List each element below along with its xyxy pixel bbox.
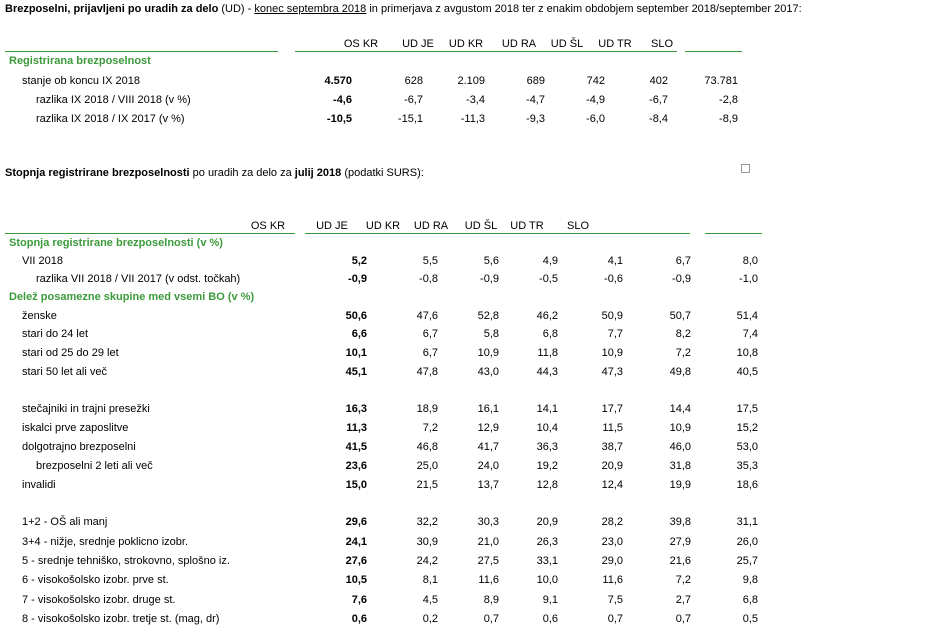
table-cell: 14,1 <box>536 403 558 415</box>
table-cell: 47,8 <box>416 366 438 378</box>
table-cell: 47,6 <box>416 310 438 322</box>
table-cell: 10,9 <box>669 422 691 434</box>
header-underline <box>685 51 742 52</box>
row-label: ženske <box>22 310 57 322</box>
column-header: UD TR <box>598 38 632 50</box>
table-cell: -1,0 <box>739 273 758 285</box>
table-cell: 53,0 <box>736 441 758 453</box>
table-cell: -15,1 <box>397 113 423 125</box>
column-header: UD ŠL <box>464 220 498 232</box>
header-underline <box>295 51 677 52</box>
section-registrirana: Registrirana brezposelnost <box>9 55 151 67</box>
table-cell: 14,4 <box>669 403 691 415</box>
table-cell: 21,6 <box>669 555 691 567</box>
table-cell: 43,0 <box>477 366 499 378</box>
table-cell: 29,0 <box>601 555 623 567</box>
table-cell: 35,3 <box>736 460 758 472</box>
table-cell: 4,5 <box>422 594 438 606</box>
table-cell: 9,8 <box>742 574 758 586</box>
table-cell: 19,2 <box>536 460 558 472</box>
table-cell: -4,7 <box>526 94 545 106</box>
table-cell: -6,0 <box>586 113 605 125</box>
row-label: 5 - srednje tehniško, strokovno, splošno iz. <box>22 555 230 567</box>
table-cell: 47,3 <box>601 366 623 378</box>
table-cell: -3,4 <box>466 94 485 106</box>
table-cell: 7,4 <box>742 328 758 340</box>
table-cell: 10,9 <box>477 347 499 359</box>
row-label: razlika IX 2018 / VIII 2018 (v %) <box>36 94 191 106</box>
row-label: stari do 24 let <box>22 328 89 340</box>
table-cell: -9,3 <box>526 113 545 125</box>
row-label: 6 - visokošolsko izobr. prve st. <box>22 574 169 586</box>
table-cell: 51,4 <box>736 310 758 322</box>
table-cell: 0,7 <box>675 613 691 625</box>
table-cell: 23,0 <box>601 536 623 548</box>
title-1: Brezposelni, prijavljeni po uradih za delo (UD) - konec septembra 2018 in primerjava z avgustom 2018 ter z enakim obdobjem september 2018/september 2017: <box>5 3 802 15</box>
section-stopnja: Stopnja registrirane brezposelnosti (v %) <box>9 237 223 249</box>
table-cell: 15,0 <box>345 479 367 491</box>
table-cell: 7,2 <box>675 347 691 359</box>
table-cell: 21,0 <box>477 536 499 548</box>
table-cell: 19,9 <box>669 479 691 491</box>
table-cell: 27,6 <box>345 555 367 567</box>
table-cell: 52,8 <box>477 310 499 322</box>
table-cell: 9,1 <box>542 594 558 606</box>
table-cell: 26,3 <box>536 536 558 548</box>
table-cell: 5,5 <box>422 255 438 267</box>
section-delez: Delež posamezne skupine med vsemi BO (v %) <box>9 291 255 303</box>
table-cell: 7,2 <box>675 574 691 586</box>
table-cell: 25,7 <box>736 555 758 567</box>
header-underline <box>705 233 762 234</box>
table-cell: 49,8 <box>669 366 691 378</box>
table-cell: 7,2 <box>422 422 438 434</box>
table-cell: 4.570 <box>324 75 352 87</box>
table-cell: 742 <box>586 75 605 87</box>
table-cell: 5,8 <box>483 328 499 340</box>
row-label: stari od 25 do 29 let <box>22 347 119 359</box>
column-header: SLO <box>566 220 589 232</box>
table-cell: 0,5 <box>742 613 758 625</box>
table-cell: 6,6 <box>351 328 367 340</box>
table-cell: 50,9 <box>601 310 623 322</box>
table-cell: 11,6 <box>602 574 623 586</box>
header-underline <box>5 51 278 52</box>
table-cell: 20,9 <box>536 516 558 528</box>
table-cell: 30,3 <box>477 516 499 528</box>
table-cell: -0,9 <box>348 273 367 285</box>
table-cell: -0,6 <box>604 273 623 285</box>
column-header: SLO <box>650 38 673 50</box>
table-cell: -0,8 <box>419 273 438 285</box>
table-cell: 12,8 <box>536 479 558 491</box>
table-cell: 11,5 <box>602 422 623 434</box>
table-cell: 50,6 <box>345 310 367 322</box>
table-cell: 50,7 <box>669 310 691 322</box>
header-underline <box>5 233 295 234</box>
table-cell: -8,9 <box>719 113 738 125</box>
table-cell: 27,5 <box>477 555 499 567</box>
table-cell: 31,8 <box>669 460 691 472</box>
table-cell: 11,3 <box>346 422 367 434</box>
table-cell: -11,3 <box>460 113 485 125</box>
table-cell: 21,5 <box>416 479 438 491</box>
table-cell: 17,5 <box>736 403 758 415</box>
table-cell: 8,0 <box>742 255 758 267</box>
table-cell: 24,1 <box>345 536 367 548</box>
row-label: brezposelni 2 leti ali več <box>36 460 153 472</box>
table-cell: 2.109 <box>457 75 485 87</box>
table-cell: 38,7 <box>601 441 623 453</box>
table-cell: 16,1 <box>477 403 499 415</box>
column-header: OS KR <box>250 220 286 232</box>
table-cell: 8,9 <box>483 594 499 606</box>
table-cell: 24,0 <box>477 460 499 472</box>
table-cell: -0,9 <box>480 273 499 285</box>
table-cell: -6,7 <box>649 94 668 106</box>
table-cell: 13,7 <box>477 479 499 491</box>
row-label: 8 - visokošolsko izobr. tretje st. (mag, dr) <box>22 613 220 625</box>
row-label: stanje ob koncu IX 2018 <box>22 75 141 87</box>
table-cell: 628 <box>404 75 423 87</box>
column-header: UD ŠL <box>550 38 584 50</box>
table-cell: 46,8 <box>416 441 438 453</box>
table-cell: 10,4 <box>536 422 558 434</box>
table-cell: 7,6 <box>351 594 367 606</box>
table-cell: 10,8 <box>736 347 758 359</box>
table-cell: 46,2 <box>536 310 558 322</box>
column-header: UD JE <box>316 220 348 232</box>
table-cell: 18,6 <box>736 479 758 491</box>
row-label: stari 50 let ali več <box>22 366 107 378</box>
table-cell: 26,0 <box>736 536 758 548</box>
row-label: stečajniki in trajni presežki <box>22 403 150 415</box>
column-header: UD RA <box>413 220 449 232</box>
table-cell: 33,1 <box>536 555 558 567</box>
table-cell: 6,8 <box>742 594 758 606</box>
table-cell: 0,6 <box>542 613 558 625</box>
column-header: UD RA <box>501 38 537 50</box>
row-label: invalidi <box>22 479 56 491</box>
checkbox-icon <box>741 164 750 173</box>
table-cell: 73.781 <box>704 75 738 87</box>
table-cell: -0,5 <box>539 273 558 285</box>
table-cell: -2,8 <box>719 94 738 106</box>
table-cell: 0,7 <box>607 613 623 625</box>
row-label: 3+4 - nižje, srednje poklicno izobr. <box>22 536 189 548</box>
table-cell: 41,7 <box>477 441 499 453</box>
header-underline <box>305 233 690 234</box>
row-label: iskalci prve zaposlitve <box>22 422 129 434</box>
table-cell: 6,7 <box>422 347 438 359</box>
table-cell: 6,7 <box>675 255 691 267</box>
table-cell: 2,7 <box>675 594 691 606</box>
table-cell: 12,4 <box>601 479 623 491</box>
table-cell: 45,1 <box>345 366 367 378</box>
table-cell: -0,9 <box>672 273 691 285</box>
table-cell: 36,3 <box>536 441 558 453</box>
table-cell: 17,7 <box>601 403 623 415</box>
table-cell: 12,9 <box>477 422 499 434</box>
table-cell: 7,5 <box>607 594 623 606</box>
table-cell: 46,0 <box>669 441 691 453</box>
table-cell: -4,9 <box>586 94 605 106</box>
table-cell: 29,6 <box>345 516 367 528</box>
table-cell: 40,5 <box>736 366 758 378</box>
table-cell: 15,2 <box>736 422 758 434</box>
table-cell: 689 <box>526 75 545 87</box>
row-label: razlika IX 2018 / IX 2017 (v %) <box>36 113 185 125</box>
table-cell: 10,9 <box>601 347 623 359</box>
table-cell: 41,5 <box>345 441 367 453</box>
table-cell: 0,7 <box>483 613 499 625</box>
row-label: razlika VII 2018 / VII 2017 (v odst. točkah) <box>36 273 241 285</box>
row-label: 7 - visokošolsko izobr. druge st. <box>22 594 176 606</box>
table-cell: 6,8 <box>542 328 558 340</box>
table-cell: 27,9 <box>669 536 691 548</box>
table-cell: -10,5 <box>326 113 352 125</box>
table-cell: 32,2 <box>416 516 438 528</box>
row-label: 1+2 - OŠ ali manj <box>22 516 108 528</box>
table-cell: 11,6 <box>478 574 499 586</box>
row-label: VII 2018 <box>22 255 63 267</box>
table-cell: 5,6 <box>483 255 499 267</box>
table-cell: -4,6 <box>333 94 352 106</box>
title-2: Stopnja registrirane brezposelnosti po uradih za delo za julij 2018 (podatki SURS): <box>5 167 424 179</box>
table-cell: 39,8 <box>669 516 691 528</box>
column-header: UD KR <box>448 38 484 50</box>
table-cell: 30,9 <box>416 536 438 548</box>
table-cell: 23,6 <box>345 460 367 472</box>
table-cell: -6,7 <box>404 94 423 106</box>
column-header: OS KR <box>343 38 379 50</box>
table-cell: 28,2 <box>601 516 623 528</box>
table-cell: 0,6 <box>351 613 367 625</box>
table-cell: 8,2 <box>675 328 691 340</box>
table-cell: 31,1 <box>736 516 758 528</box>
row-label: dolgotrajno brezposelni <box>22 441 136 453</box>
table-cell: 4,9 <box>542 255 558 267</box>
table-cell: 10,5 <box>345 574 367 586</box>
table-cell: 10,0 <box>536 574 558 586</box>
table-cell: 0,2 <box>422 613 438 625</box>
table-cell: 7,7 <box>607 328 623 340</box>
table-cell: 18,9 <box>416 403 438 415</box>
table-cell: 6,7 <box>422 328 438 340</box>
table-cell: 8,1 <box>422 574 438 586</box>
table-cell: 5,2 <box>351 255 367 267</box>
table-cell: 25,0 <box>416 460 438 472</box>
table-cell: 16,3 <box>345 403 367 415</box>
table-cell: 10,1 <box>345 347 367 359</box>
table-cell: 44,3 <box>536 366 558 378</box>
column-header: UD JE <box>402 38 434 50</box>
column-header: UD TR <box>510 220 544 232</box>
table-cell: 402 <box>649 75 668 87</box>
table-cell: 24,2 <box>416 555 438 567</box>
table-cell: -8,4 <box>649 113 668 125</box>
column-header: UD KR <box>365 220 401 232</box>
table-cell: 20,9 <box>601 460 623 472</box>
table-cell: 11,8 <box>537 347 558 359</box>
table-cell: 4,1 <box>607 255 623 267</box>
